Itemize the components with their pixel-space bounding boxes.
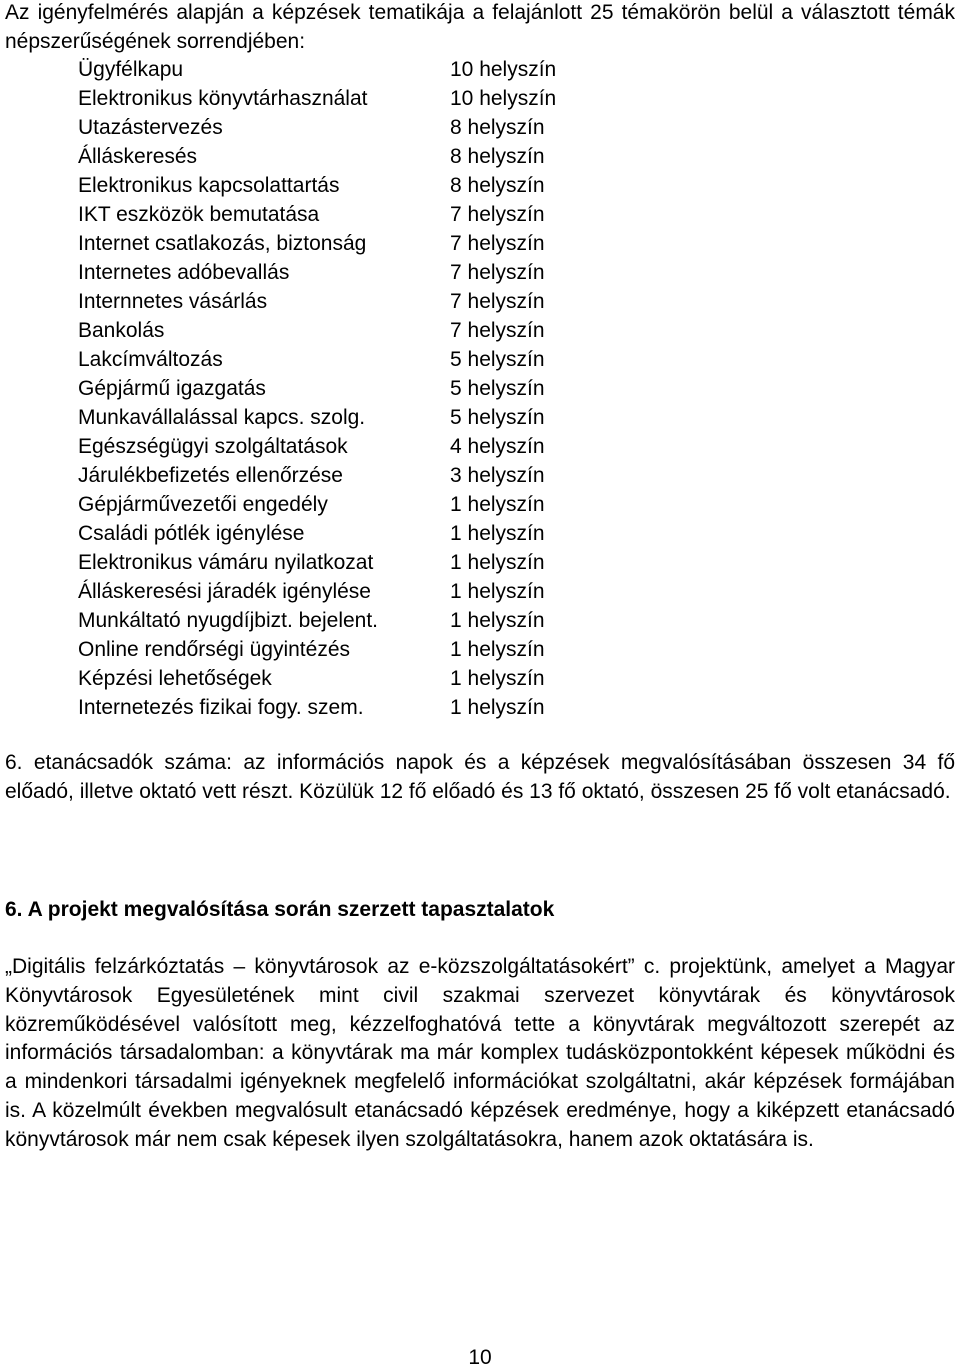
topic-row — [78, 490, 598, 519]
topic-row — [78, 664, 598, 693]
topic-count: 7 helyszín — [450, 261, 545, 284]
topic-count: 1 helyszín — [450, 522, 545, 545]
topic-count: 7 helyszín — [450, 203, 545, 226]
topic-row — [78, 316, 598, 345]
topic-name: Internetezés fizikai fogy. szem. — [78, 696, 364, 719]
topic-count: 8 helyszín — [450, 145, 545, 168]
topic-name: Elektronikus könyvtárhasználat — [78, 87, 368, 110]
topic-count: 1 helyszín — [450, 696, 545, 719]
topic-count: 7 helyszín — [450, 232, 545, 255]
topic-name: Internet csatlakozás, biztonság — [78, 232, 367, 255]
experience-paragraph: „Digitális felzárkóztatás – könyvtárosok az e-közszolgáltatásokért” c. projektünk, amelyet a Magyar Könyvtárosok Egyesületének mint civil szakmai szervezet könyvtárak és könyvtárosok közreműködésével valósított meg, kézzelfoghatóvá tette a könyvtárak megváltozott szerepét az információs társadalomban: a könyvtárak ma már komplex tudásközpontokként képesek működni és a mindenkori társadalmi igényeknek megfelelő információkat szolgáltatni, akár képzések formájában is. A közelmúlt években megvalósult etanácsadó képzések eredménye, hogy a kiképzett etanácsadó könyvtárosok már nem csak képesek ilyen szolgáltatásokra, hanem azok oktatására is. — [5, 955, 955, 1151]
topic-row — [78, 113, 598, 142]
topic-row — [78, 461, 598, 490]
topic-row — [78, 258, 598, 287]
topic-count: 5 helyszín — [450, 377, 545, 400]
topic-count: 1 helyszín — [450, 638, 545, 661]
etanacsadok-paragraph: 6. etanácsadók száma: az információs napok és a képzések megvalósításában összesen 34 fő előadó, illetve oktató vett részt. Közülük 12 fő előadó és 13 fő oktató, összesen 25 fő volt etanácsadó. — [5, 751, 955, 803]
topic-name: Családi pótlék igénylése — [78, 522, 305, 545]
page-number: 10 — [468, 1346, 492, 1369]
topic-count: 1 helyszín — [450, 580, 545, 603]
topic-name: Internnetes vásárlás — [78, 290, 268, 313]
topic-count: 1 helyszín — [450, 667, 545, 690]
topic-count: 1 helyszín — [450, 493, 545, 516]
topic-name: Elektronikus vámáru nyilatkozat — [78, 551, 374, 574]
topic-name: Internetes adóbevallás — [78, 261, 290, 284]
topic-count: 3 helyszín — [450, 464, 545, 487]
topic-count: 7 helyszín — [450, 290, 545, 313]
topic-row — [78, 519, 598, 548]
topic-row — [78, 200, 598, 229]
topic-count: 7 helyszín — [450, 319, 545, 342]
topic-list — [78, 55, 598, 722]
topic-name: Munkavállalással kapcs. szolg. — [78, 406, 366, 429]
topic-count: 10 helyszín — [450, 58, 557, 81]
topic-row — [78, 287, 598, 316]
topic-name: Álláskeresési járadék igénylése — [78, 580, 371, 603]
section-heading: 6. A projekt megvalósítása során szerzett tapasztalatok — [5, 898, 555, 921]
topic-count: 5 helyszín — [450, 348, 545, 371]
topic-name: Gépjárművezetői engedély — [78, 493, 328, 516]
topic-name: IKT eszközök bemutatása — [78, 203, 320, 226]
intro-paragraph: Az igényfelmérés alapján a képzések tematikája a felajánlott 25 témakörön belül a választott témák népszerűségének sorrendjében: — [5, 1, 955, 53]
topic-row — [78, 84, 598, 113]
topic-row — [78, 693, 598, 722]
topic-name: Utazástervezés — [78, 116, 223, 139]
topic-name: Járulékbefizetés ellenőrzése — [78, 464, 343, 487]
topic-row — [78, 577, 598, 606]
topic-name: Munkáltató nyugdíjbizt. bejelent. — [78, 609, 379, 632]
topic-row — [78, 403, 598, 432]
topic-name: Elektronikus kapcsolattartás — [78, 174, 340, 197]
topic-name: Lakcímváltozás — [78, 348, 223, 371]
topic-row — [78, 171, 598, 200]
topic-row — [78, 374, 598, 403]
topic-row — [78, 606, 598, 635]
topic-name: Online rendőrségi ügyintézés — [78, 638, 350, 661]
topic-count: 1 helyszín — [450, 551, 545, 574]
topic-count: 8 helyszín — [450, 174, 545, 197]
topic-name: Álláskeresés — [78, 145, 198, 168]
topic-count: 10 helyszín — [450, 87, 557, 110]
topic-row — [78, 229, 598, 258]
topic-name: Egészségügyi szolgáltatások — [78, 435, 348, 458]
topic-count: 8 helyszín — [450, 116, 545, 139]
topic-count: 1 helyszín — [450, 609, 545, 632]
topic-name: Képzési lehetőségek — [78, 667, 272, 690]
topic-row — [78, 142, 598, 171]
topic-row — [78, 635, 598, 664]
topic-count: 5 helyszín — [450, 406, 545, 429]
topic-row — [78, 55, 598, 84]
topic-row — [78, 548, 598, 577]
topic-row — [78, 345, 598, 374]
topic-name: Ügyfélkapu — [78, 58, 184, 81]
topic-name: Bankolás — [78, 319, 165, 342]
topic-row — [78, 432, 598, 461]
topic-name: Gépjármű igazgatás — [78, 377, 266, 400]
topic-count: 4 helyszín — [450, 435, 545, 458]
